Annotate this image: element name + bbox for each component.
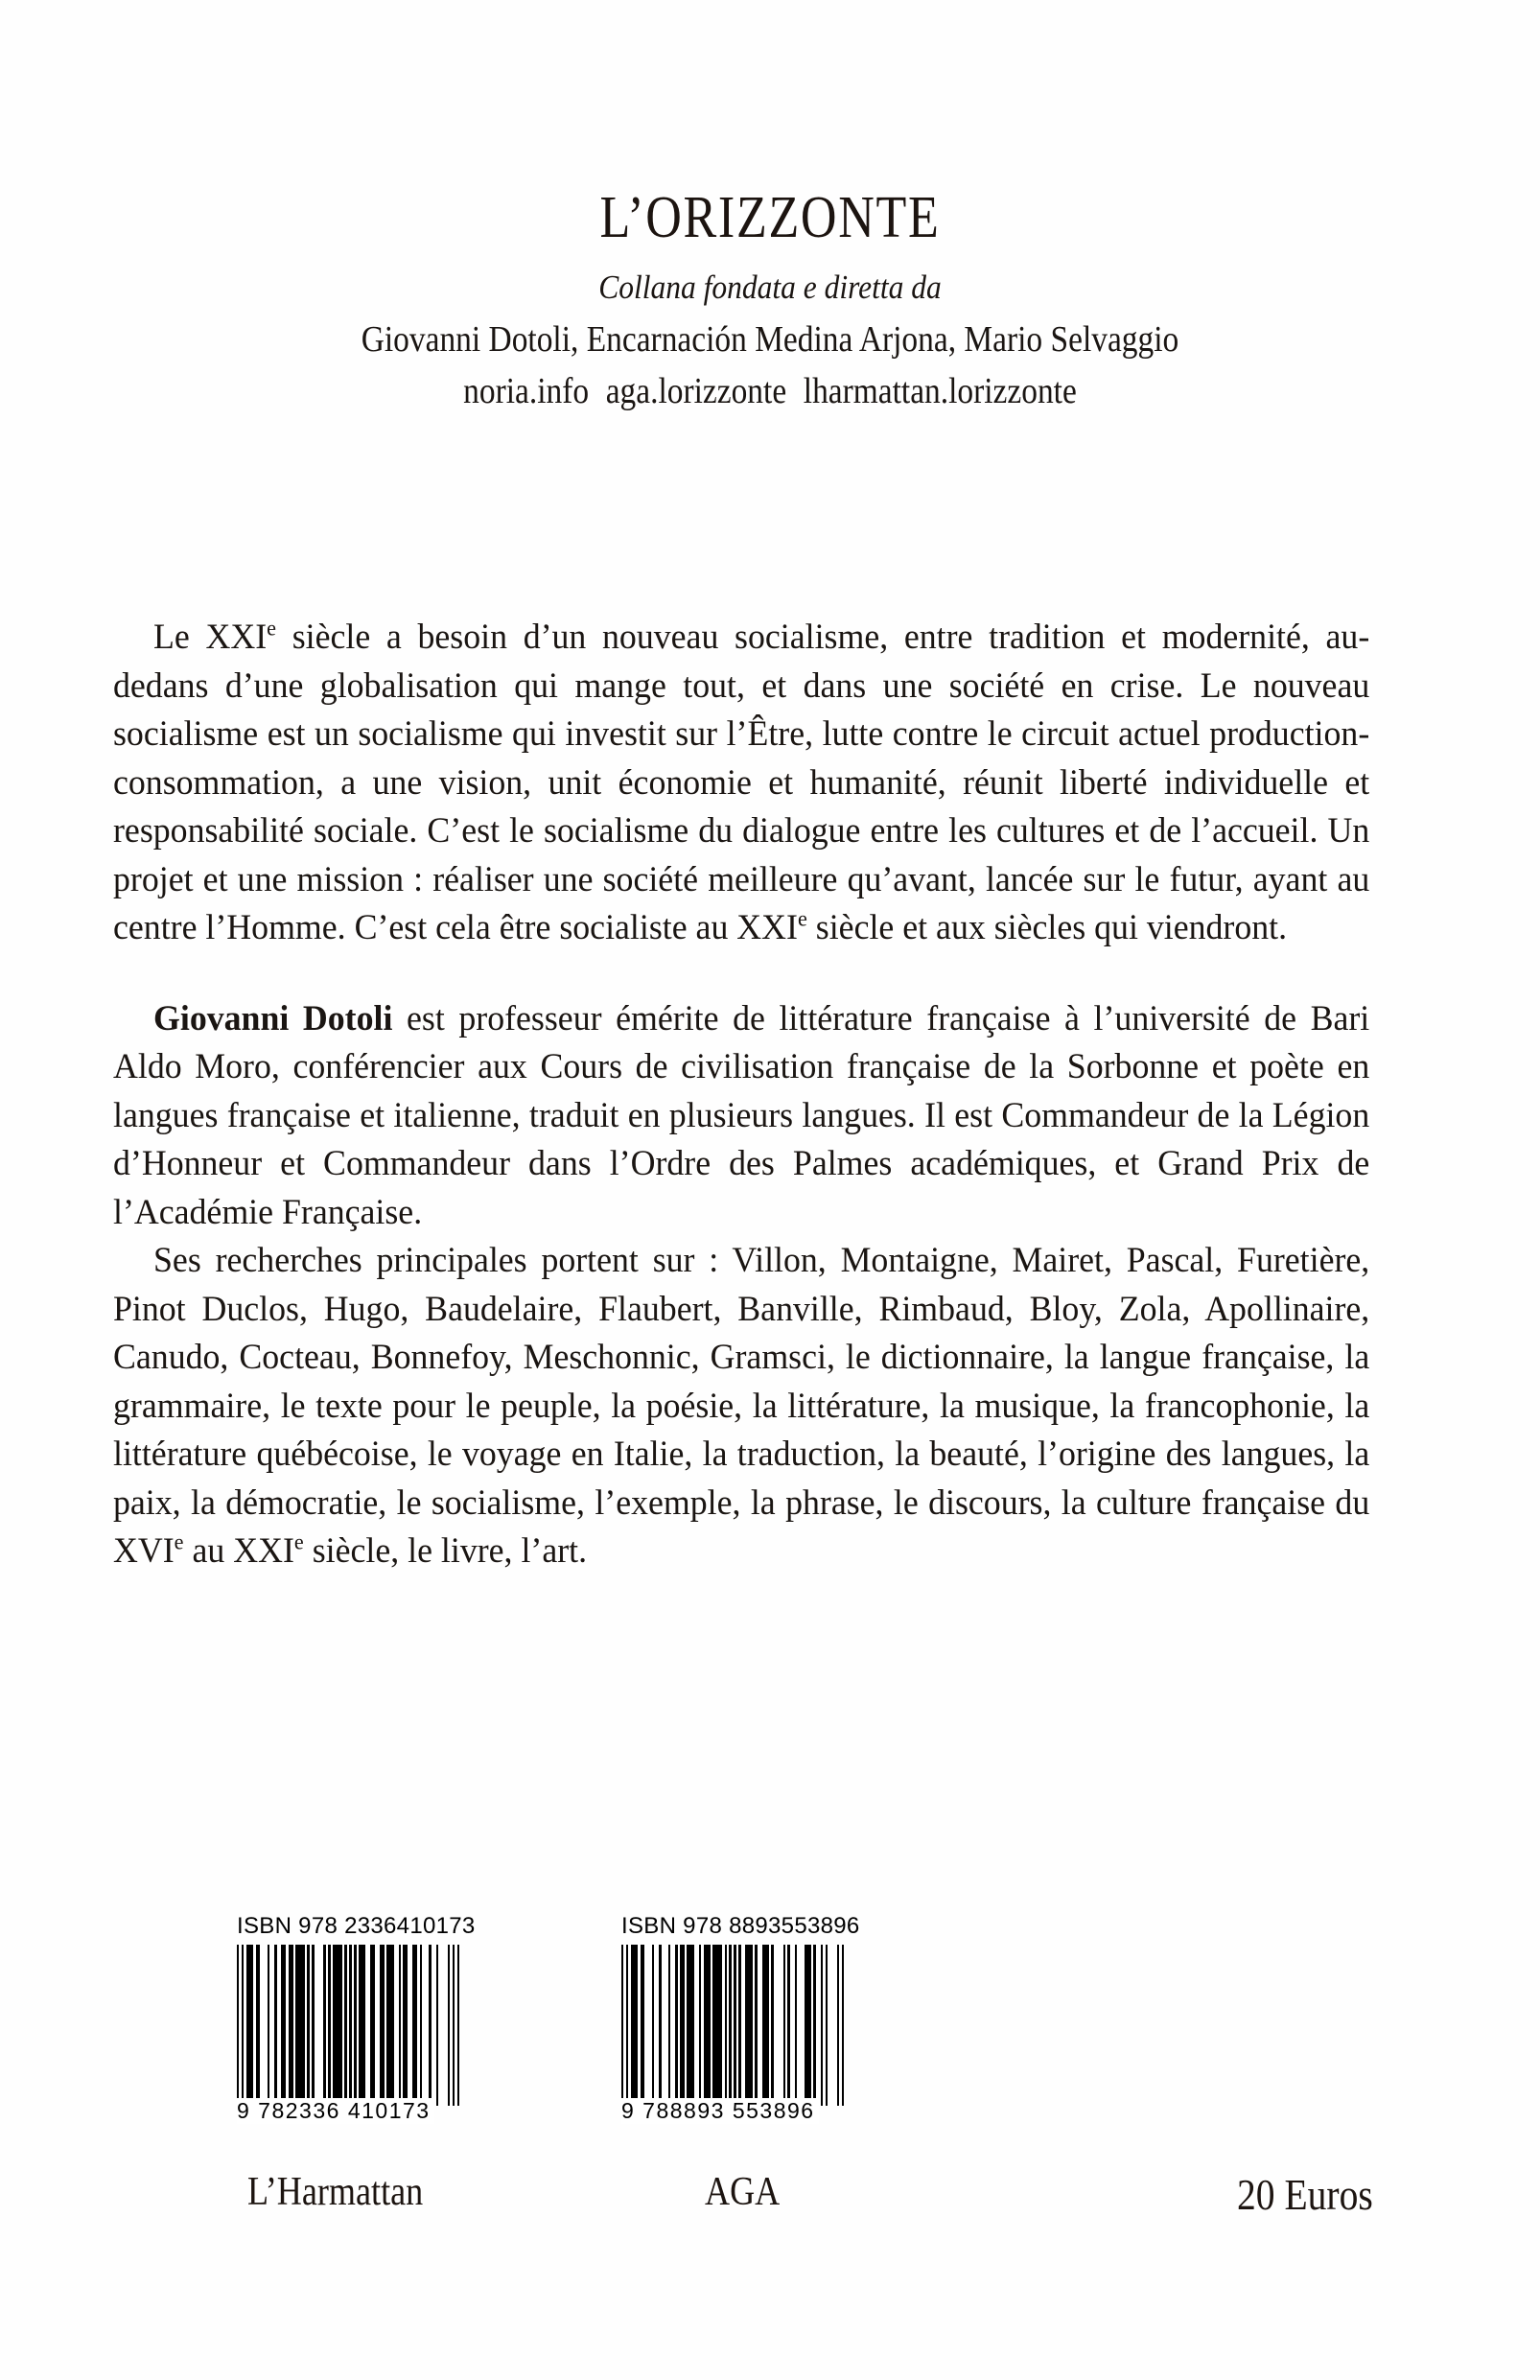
research-paragraph xyxy=(113,1237,1369,1576)
author-name: Giovanni Dotoli xyxy=(153,998,393,1038)
publisher-lharmattan: L’Harmattan xyxy=(247,2170,424,2214)
website-noria: noria.info xyxy=(463,371,590,411)
series-websites xyxy=(92,370,1447,412)
ordinal-suffix: e xyxy=(174,1529,184,1555)
barcode-bars xyxy=(621,1945,845,2106)
research-text-c: siècle, le livre, l’art. xyxy=(303,1531,588,1571)
series-title: L’ORIZZONTE xyxy=(599,185,941,250)
back-cover-text xyxy=(113,614,1429,1576)
ordinal-suffix: e xyxy=(293,1529,304,1555)
barcode-block-aga xyxy=(621,1913,860,2124)
website-lharmattan: lharmattan.lorizzonte xyxy=(803,371,1077,411)
isbn-label: ISBN 978 2336410173 xyxy=(237,1913,476,1939)
isbn-label: ISBN 978 8893553896 xyxy=(621,1913,860,1939)
publisher-aga: AGA xyxy=(705,2170,781,2214)
author-bio-text: est professeur émérite de littérature française à l’université de Bari Aldo Moro, conférencier aux Cours de civilisation française de la Sorbonne et poète en langues française et italienne, traduit en plusieurs langues. Il est Commandeur de la Légion d’Honneur et Commandeur dans l’Ordre des Palmes académiques, et Grand Prix de l’Académie Française. xyxy=(113,998,1370,1232)
research-text-b: au XXI xyxy=(183,1531,294,1571)
blurb-text-c: siècle et aux siècles qui viendront. xyxy=(806,908,1288,947)
ordinal-suffix: e xyxy=(267,616,277,642)
research-text-a: Ses recherches principales portent sur : Villon, Montaigne, Mairet, Pascal, Furetière, Pinot Duclos, Hugo, Baudelaire, Flaubert, Banville, Rimbaud, Bloy, Zola, Apollinaire, Canudo, Cocteau, Bonnefoy, Meschonnic, Gramsci, le dictionnaire, la langue française, la grammaire, le texte pour le peuple, la poésie, la littérature, la musique, la francophonie, la littérature québécoise, le voyage en Italie, la traduction, la beauté, l’origine des langues, la paix, la démocratie, le socialisme, l’exemple, la phrase, le discours, la culture française du XVI xyxy=(113,1241,1370,1571)
author-bio-paragraph xyxy=(113,995,1369,1238)
series-directors: Giovanni Dotoli, Encarnación Medina Arjona, Mario Selvaggio xyxy=(361,319,1179,360)
ordinal-suffix: e xyxy=(797,906,807,932)
price-label: 20 Euros xyxy=(1237,2170,1373,2219)
barcode-area xyxy=(0,1913,1540,2201)
series-header xyxy=(0,185,1540,412)
footer-row xyxy=(0,2169,1540,2255)
paragraph-spacer xyxy=(113,953,1429,995)
barcode-block-harmattan xyxy=(237,1913,476,2124)
series-subtitle: Collana fondata e diretta da xyxy=(598,268,942,306)
blurb-text-b: siècle a besoin d’un nouveau socialisme, entre tradition et modernité, au-dedans d’une globalisation qui mange tout, et dans une société en crise. Le nouveau socialisme est un socialisme qui investit sur l’Être, lutte contre le circuit actuel production-consommation, a une vision, unit économie et humanité, réunit liberté individuelle et responsabilité sociale. C’est le socialisme du dialogue entre les cultures et de l’accueil. Un projet et une mission : réaliser une société meilleure qu’avant, lancée sur le futur, ayant au centre l’Homme. C’est cela être socialiste au XXI xyxy=(113,618,1370,947)
barcode-digits: 9 782336 410173 xyxy=(237,2098,434,2124)
blurb-text-a: Le XXI xyxy=(153,618,268,657)
blurb-paragraph xyxy=(113,614,1369,953)
website-aga: aga.lorizzonte xyxy=(605,371,787,411)
barcode-bars xyxy=(237,1945,460,2106)
barcode-digits: 9 788893 553896 xyxy=(621,2098,819,2124)
